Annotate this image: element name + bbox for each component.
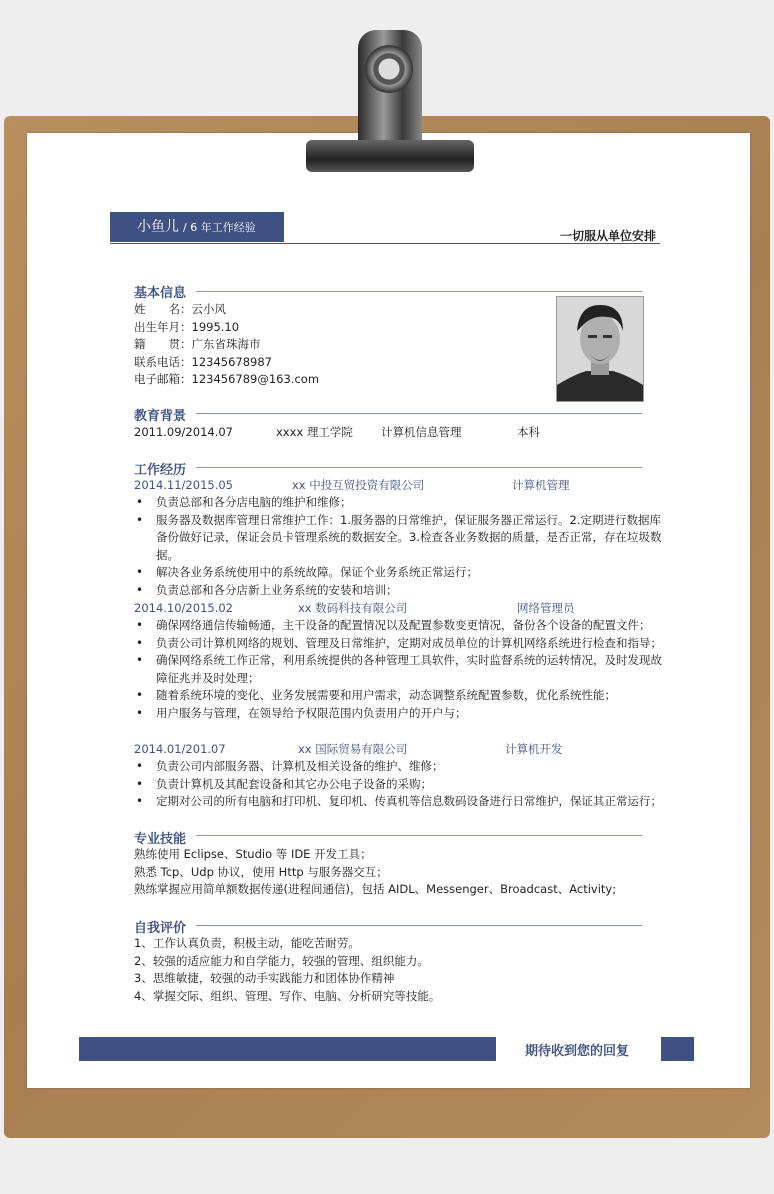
list-item: • 随着系统环境的变化、业务发展需要和用户需求，动态调整系统配置参数，优化系统性能； <box>134 687 662 705</box>
experience-years: / 6 年工作经验 <box>183 221 256 234</box>
job-duties-list <box>134 758 662 811</box>
job-role: 计算机开发 <box>505 742 563 756</box>
skill-item: 熟练使用 Eclipse、Studio 等 IDE 开发工具； <box>134 847 372 861</box>
motto: 一切服从单位安排 <box>560 229 657 243</box>
birth-field: 出生年月：1995.10 <box>134 319 240 334</box>
self-eval-item: 4、掌握交际、组织、管理、写作、电脑、分析研究等技能。 <box>134 988 441 1003</box>
email-field: 电子邮箱：123456789@163.com <box>134 372 320 386</box>
skills-title: 专业技能 <box>134 832 187 847</box>
skills-line <box>196 835 642 836</box>
list-item: • 定期对公司的所有电脑和打印机、复印机、传真机等信息数码设备进行日常维护，保证其正常运行； <box>134 793 662 811</box>
name-banner <box>110 212 284 242</box>
list-item: • 确保网络系统工作正常，利用系统提供的各种管理工具软件，实时监督系统的运转情况，及时发现故障征兆并及时处理； <box>134 652 662 687</box>
self-eval-item: 3、思维敏捷，较强的动手实践能力和团体协作精神 <box>134 971 395 985</box>
binder-clip-ring <box>365 45 413 93</box>
phone-field: 联系电话：12345678987 <box>134 354 272 369</box>
job-duties-list <box>134 617 662 723</box>
self-eval-item: 1、工作认真负责，积极主动，能吃苦耐劳。 <box>134 936 360 950</box>
job-date: 2014.11/2015.05 <box>134 478 233 492</box>
job-role: 网络管理员 <box>517 601 575 615</box>
job-company: xx 数码科技有限公司 <box>298 601 408 615</box>
profile-photo <box>556 296 644 402</box>
education-title: 教育背景 <box>134 409 187 424</box>
job-role: 计算机管理 <box>512 478 570 492</box>
list-item: • 负责总部和各分店新上业务系统的安装和培训； <box>134 582 662 600</box>
work-line <box>196 467 642 468</box>
job-date: 2014.10/2015.02 <box>134 601 233 615</box>
footer-square <box>661 1037 694 1061</box>
self-eval-line <box>196 925 642 926</box>
job-duties-list <box>134 494 662 600</box>
hometown-field: 籍 贯：广东省珠海市 <box>134 337 261 351</box>
list-item: • 负责总部和各分店电脑的维护和维修； <box>134 494 662 512</box>
list-item: • 用户服务与管理，在领导给予权限范围内负责用户的开户与； <box>134 705 662 723</box>
list-item: • 服务器及数据库管理日常维护工作：1.服务器的日常维护，保证服务器正常运行。2.定期进行数据库备份做好记录，保证会员卡管理系统的数据安全。3.检查各业务数据的质量，是否正常，存在垃圾数据。 <box>134 512 662 565</box>
footer-text: 期待收到您的回复 <box>525 1044 630 1059</box>
footer-bar <box>79 1037 496 1061</box>
education-degree: 本科 <box>517 425 540 439</box>
skills-list <box>134 846 616 899</box>
list-item: • 解决各业务系统使用中的系统故障。保证个业务系统正常运行； <box>134 564 662 582</box>
work-title: 工作经历 <box>134 463 187 478</box>
self-eval-item: 2、较强的适应能力和自学能力，较强的管理、组织能力。 <box>134 953 429 968</box>
job-company: xx 中投互贸投资有限公司 <box>292 478 425 492</box>
basic-info-title: 基本信息 <box>134 286 187 301</box>
candidate-name: 小鱼儿 <box>137 219 179 235</box>
skill-item: 熟悉 Tcp、Udp 协议，使用 Http 与服务器交互； <box>134 864 388 879</box>
self-eval-title: 自我评价 <box>134 921 187 936</box>
basic-info-list <box>134 301 319 389</box>
list-item: • 确保网络通信传输畅通，主干设备的配置情况以及配置参数变更情况，备份各个设备的配置文件； <box>134 617 662 635</box>
binder-clip-base <box>306 140 474 172</box>
education-line <box>196 413 642 414</box>
list-item: • 负责公司内部服务器、计算机及相关设备的维护、维修； <box>134 758 662 776</box>
job-date: 2014.01/201.07 <box>134 742 226 756</box>
education-major: 计算机信息管理 <box>381 425 462 439</box>
name-field: 姓 名：云小风 <box>134 302 226 316</box>
skill-item: 熟练掌握应用简单额数据传递(进程间通信)，包括 AIDL、Messenger、Broadcast、Activity; <box>134 882 617 896</box>
self-eval-list <box>134 935 440 1005</box>
list-item: • 负责公司计算机网络的规划、管理及日常维护，定期对成员单位的计算机网络系统进行检查和指导； <box>134 635 662 653</box>
basic-info-line <box>196 291 642 292</box>
education-school: xxxx 理工学院 <box>276 425 353 439</box>
list-item: • 负责计算机及其配套设备和其它办公电子设备的采购； <box>134 776 662 794</box>
education-date: 2011.09/2014.07 <box>134 425 233 439</box>
header-divider <box>110 243 660 244</box>
job-company: xx 国际贸易有限公司 <box>298 742 408 756</box>
